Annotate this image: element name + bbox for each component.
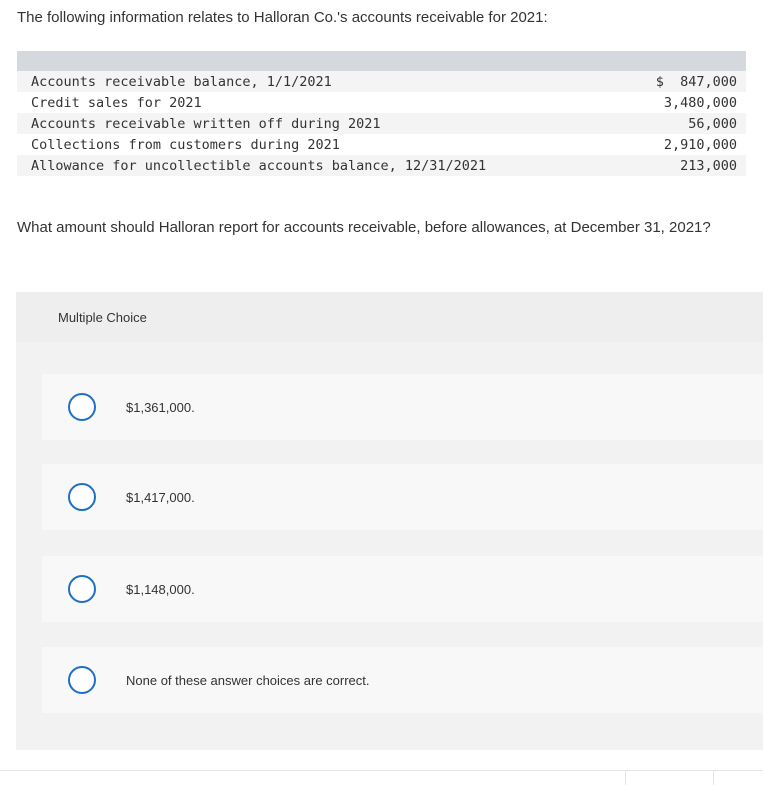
answer-choice-2[interactable] bbox=[42, 464, 763, 530]
row-label: Accounts receivable balance, 1/1/2021 bbox=[31, 73, 332, 90]
row-amount: 213,000 bbox=[680, 157, 737, 174]
answer-choice-4[interactable] bbox=[42, 647, 763, 713]
row-label: Accounts receivable written off during 2021 bbox=[31, 115, 381, 132]
row-amount: 56,000 bbox=[688, 115, 737, 132]
data-table bbox=[17, 51, 746, 176]
choice-label: $1,417,000. bbox=[126, 489, 195, 505]
footer-divider bbox=[0, 770, 763, 784]
choice-label: $1,148,000. bbox=[126, 581, 195, 597]
answer-choice-3[interactable] bbox=[42, 556, 763, 622]
table-row bbox=[17, 134, 746, 155]
radio-button-icon[interactable] bbox=[68, 393, 96, 421]
row-amount: 2,910,000 bbox=[663, 136, 737, 153]
row-label: Credit sales for 2021 bbox=[31, 94, 202, 111]
table-row bbox=[17, 92, 746, 113]
multiple-choice-panel bbox=[16, 292, 763, 750]
row-label: Allowance for uncollectible accounts balance, 12/31/2021 bbox=[31, 157, 487, 174]
row-amount: $ 847,000 bbox=[655, 73, 737, 90]
choice-label: None of these answer choices are correct. bbox=[126, 672, 370, 688]
radio-button-icon[interactable] bbox=[68, 483, 96, 511]
multiple-choice-header: Multiple Choice bbox=[16, 292, 763, 342]
row-amount: 3,480,000 bbox=[663, 94, 737, 111]
choice-label: $1,361,000. bbox=[126, 399, 195, 415]
row-label: Collections from customers during 2021 bbox=[31, 136, 340, 153]
answer-choice-1[interactable] bbox=[42, 374, 763, 440]
radio-button-icon[interactable] bbox=[68, 666, 96, 694]
table-row bbox=[17, 155, 746, 176]
table-row bbox=[17, 113, 746, 134]
radio-button-icon[interactable] bbox=[68, 575, 96, 603]
footer-tick bbox=[625, 771, 626, 785]
table-header bbox=[17, 51, 746, 71]
question-text: What amount should Halloran report for accounts receivable, before allowances, at December 31, 2021? bbox=[17, 219, 711, 236]
footer-tick bbox=[713, 771, 714, 785]
table-body bbox=[17, 71, 746, 176]
intro-text: The following information relates to Halloran Co.'s accounts receivable for 2021: bbox=[17, 9, 548, 26]
table-row bbox=[17, 71, 746, 92]
